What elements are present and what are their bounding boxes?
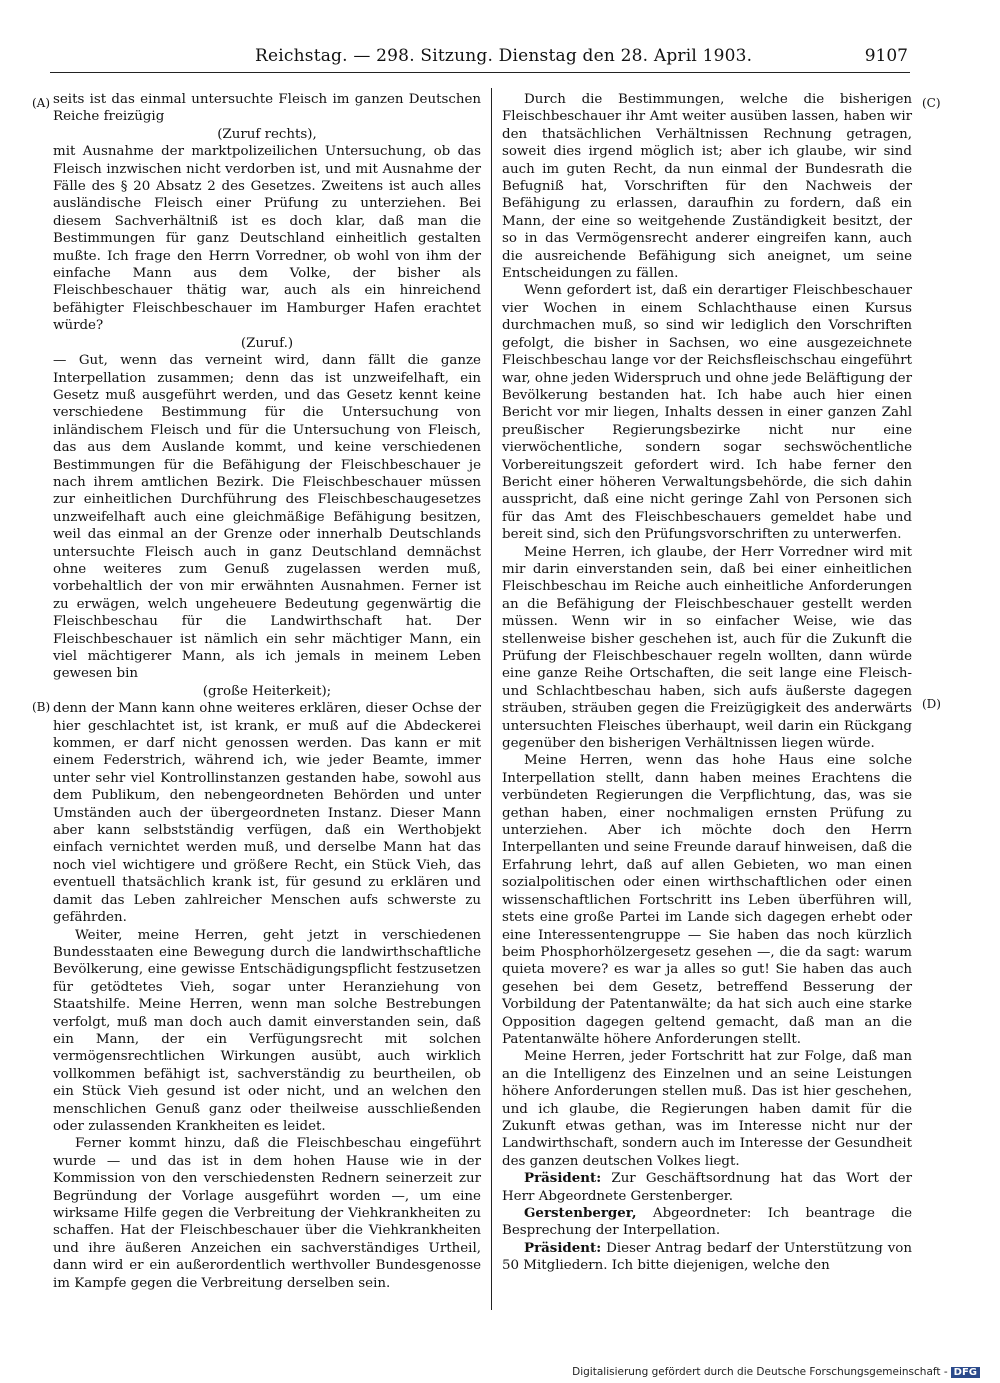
speaker-name: Gerstenberger, <box>524 1205 637 1221</box>
digitization-footer <box>572 1366 980 1378</box>
interjection: (Zuruf.) <box>240 335 294 351</box>
left-column <box>53 91 481 1292</box>
right-column <box>502 91 912 1275</box>
paragraph: Durch die Bestimmungen, welche die bisherigen Fleischbeschauer ihr Amt weiter ausüben lassen, haben wir den thatsächlichen Verhältnissen Rechnung getragen, soweit dies irgend möglich ist; aber ich glaube, wir sind auch im guten Recht, da nun einmal der Bundesrath die Befugniß hat, Vorschriften für den Nachweis der Befähigung zu erlassen, daraufhin zu fordern, daß ein Mann, der eine so weitgehende Zuständigkeit besitzt, der so in das Vermögensrecht anderer eingreifen kann, auch die ausreichende Befähigung sich aneignet, um seine Entscheidungen zu fällen. <box>502 92 912 282</box>
speech-text: Abgeordneter: Ich beantrage die Besprechung der Interpellation. <box>502 1206 912 1239</box>
paragraph: Weiter, meine Herren, geht jetzt in verschiedenen Bundesstaaten eine Bewegung durch die landwirthschaftliche Bevölkerung, eine gewisse Entschädigungspflicht festzusetzen für getödtetes Vieh, sogar unter Heranziehung von Staatshilfe. Meine Herren, wenn man solche Bestrebungen verfolgt, muß man doch auch damit einverstanden sein, daß ein Mann, der ein Verfügungsrecht mit solchen vermögensrechtlichen Wirkungen ausübt, auch wirklich vollkommen befähigt ist, sachverständig zu beurtheilen, ob ein Stück Vieh gesund ist oder nicht, und an welchen den menschlichen Genuß ganz oder theilweise ausschließenden oder zulassenden Krankheiten es leidet. <box>53 927 481 1134</box>
speaker-paragraph <box>502 1205 912 1240</box>
margin-mark-a: (A) <box>32 96 51 110</box>
interjection: (Zuruf rechts), <box>217 126 317 142</box>
paragraph: denn der Mann kann ohne weiteres erklären, dieser Ochse der hier geschlachtet ist, ist krank, er muß auf die Abdeckerei kommen, er darf nicht genossen werden. Das kann er mit einem Federstrich, während ich, wie jeder Beamte, immer unter sehr viel Kontrollinstanzen gestanden habe, sowohl aus dem Publikum, den nebengeordneten Behörden und unter Umständen auch der übergeordneten Instanz. Dieser Mann aber kann selbstständig verfügen, daß ein Werthobjekt einfach vernichtet werden muß, und derselbe Mann hat das noch viel wichtigere und größere Recht, ein Stück Vieh, das eventuell thatsächlich krank ist, für gesund zu erklären und damit das Leben zahlreicher Menschen aufs schwerste zu gefährden. <box>53 701 481 926</box>
margin-mark-d: (D) <box>922 697 941 711</box>
paragraph: mit Ausnahme der marktpolizeilichen Untersuchung, ob das Fleisch inzwischen nicht verdorben ist, und mit Ausnahme der Fälle des § 20 Absatz 2 des Gesetzes. Zweitens ist auch alles ausländische Fleisch einer Prüfung zu unterziehen. Bei diesem Sachverhältniß ist es doch klar, daß man die Bestimmungen für ganz Deutschland einheitlich gestalten mußte. Ich frage den Herrn Vorredner, ob wohl von ihm der einfache Mann aus dem Volke, der bisher als Fleischbeschauer thätig war, auch als ein hinreichend befähigter Fleischbeschauer im Hamburger Hafen erachtet würde? <box>53 144 481 334</box>
paragraph: Ferner kommt hinzu, daß die Fleischbeschau eingeführt wurde — und das ist in dem hohen Hause wie in der Kommission von den verschiedensten Rednern seinerzeit zur Begründung der Vorlage ausgeführt worden —, um eine wirksame Hilfe gegen die Verbreitung der Viehkrankheiten zu schaffen. Hat der Fleischbeschauer über die Viehkrankheiten und ihre äußeren Anzeichen ein sachverständiges Urtheil, dann wird er ein außerordentlich werthvoller Bundesgenosse im Kampfe gegen die Verbreitung derselben sein. <box>53 1136 481 1291</box>
footer-text: Digitalisierung gefördert durch die Deutsche Forschungsgemeinschaft - <box>572 1366 948 1378</box>
margin-mark-c: (C) <box>922 96 941 110</box>
page-title: Reichstag. — 298. Sitzung. Dienstag den 28. April 1903. <box>255 46 753 66</box>
page-number: 9107 <box>864 46 908 66</box>
paragraph: Meine Herren, ich glaube, der Herr Vorredner wird mit mir darin einverstanden sein, daß bei einer einheitlichen Fleischbeschau im Reiche auch einheitliche Anforderungen an die Befähigung der Fleischbeschauer gestellt werden müssen. Wenn wir in so einfacher Weise, wie das stellenweise bisher geschehen ist, auch für die Zukunft die Prüfung der Fleischbeschauer regeln wollten, dann würde eine ganze Reihe Ortschaften, die seit lange eine Fleisch- und Schlachtbeschau haben, sich aufs äußerste dagegen sträuben, sträuben gegen die Freizügigkeit des anderwärts untersuchten Fleisches überhaupt, weil darin ein Rückgang gegenüber den bisherigen Verhältnissen liegen würde. <box>502 544 912 752</box>
speaker-paragraph <box>502 1240 912 1275</box>
margin-mark-b: (B) <box>32 700 51 714</box>
dfg-logo: DFG <box>951 1367 980 1378</box>
paragraph: Meine Herren, wenn das hohe Haus eine solche Interpellation stellt, dann haben meines Erachtens die verbündeten Regierungen die Verpflichtung, das, was sie gethan haben, einer nochmaligen ernsten Prüfung zu unterziehen. Aber ich möchte doch den Herrn Interpellanten und seine Freunde darauf hinweisen, daß die Erfahrung lehrt, daß auf allen Gebieten, wo man einen sozialpolitischen oder einen wirthschaftlichen oder einen wissenschaftlichen Fortschritt ins Leben überführen will, stets eine große Partei im Lande sich dagegen erhebt oder eine Interessentengruppe — Sie haben das noch kürzlich beim Phosphorhölzergesetz gesehen —, die da sagt: warum quieta movere? es war ja alles so gut! Sie haben das auch gesehen bei dem Gesetz, betreffend Besserung der Vorbildung der Patentanwälte; da hat sich auch eine starke Opposition dagegen geltend gemacht, daß man an die Patentanwälte höhere Anforderungen stellt. <box>502 753 912 1047</box>
speech-text: Dieser Antrag bedarf der Unterstützung von 50 Mitgliedern. Ich bitte diejenigen, welche den <box>502 1240 912 1274</box>
paragraph: seits ist das einmal untersuchte Fleisch im ganzen Deutschen Reiche freizügig <box>53 92 481 125</box>
paragraph: Meine Herren, jeder Fortschritt hat zur Folge, daß man an die Intelligenz des Einzelnen und an seine Leistungen höhere Anforderungen stellen muß. Das ist hier geschehen, und ich glaube, die Regierungen haben damit für die Zukunft etwas gethan, was im Interesse nicht nur der Landwirthschaft, sondern auch im Interesse der Gesundheit des ganzen deutschen Volkes liegt. <box>502 1049 912 1169</box>
paragraph: Wenn gefordert ist, daß ein derartiger Fleischbeschauer vier Wochen in einem Schlachthause einen Kursus durchmachen muß, so sind wir lediglich den Vorschriften gefolgt, die bisher in Sachsen, wo eine ausgezeichnete Fleischbeschau lange vor der Reichsfleischschau eingeführt war, ohne jeden Widerspruch und ohne jede Beläftigung der Bevölkerung bestanden hat. Ich habe auch hier einen Bericht vor mir liegen, Inhalts dessen in einer ganzen Zahl preußischer Regierungsbezirke nicht nur eine vierwöchentliche, sondern sogar sechswöchentliche Vorbereitungszeit gefordert wird. Ich habe ferner den Bericht einer höheren Verwaltungsbehörde, die sich dahin ausspricht, daß eine nicht geringe Zahl von Personen sich für das Amt des Fleischbeschauers gemeldet habe und bereit sind, sich den Prüfungsvorschriften zu unterwerfen. <box>502 283 912 543</box>
column-divider <box>491 88 492 1310</box>
interjection: (große Heiterkeit); <box>202 683 332 699</box>
speaker-name: Präsident: <box>524 1239 602 1256</box>
page-header <box>50 46 910 73</box>
speech-text: Zur Geschäftsordnung hat das Wort der Herr Abgeordnete Gerstenberger. <box>502 1171 912 1204</box>
paragraph: — Gut, wenn das verneint wird, dann fällt die ganze Interpellation zusammen; denn das ist unzweifelhaft, ein Gesetz muß ausgeführt werden, und das Gesetz kennt keine verschiedene Bestimmung für die Untersuchung von inländischem Fleisch und für die Untersuchung von Fleisch, das aus dem Auslande kommt, und keine verschiedenen Bestimmungen für die Befähigung der Fleischbeschauer je nach ihrem amtlichen Bezirk. Die Fleischbeschauer müssen zur einheitlichen Durchführung des Fleischbeschaugesetzes unzweifelhaft auch eine gleichmäßige Befähigung besitzen, weil das einmal an der Grenze oder innerhalb Deutschlands untersuchte Fleisch auch in ganz Deutschland demnächst ohne weiteres zum Genuß zugelassen werden muß, vorbehaltlich der von mir erwähnten Ausnahmen. Ferner ist zu erwägen, welch ungeheuere Bedeutung gegenwärtig die Fleischbeschau für die Landwirthschaft hat. Der Fleischbeschauer ist nämlich ein sehr mächtiger Mann, ein viel mächtigerer Mann, als ich jemals in meinem Leben gewesen bin <box>53 353 481 682</box>
speaker-paragraph <box>502 1170 912 1205</box>
speaker-name: Präsident: <box>524 1170 602 1187</box>
